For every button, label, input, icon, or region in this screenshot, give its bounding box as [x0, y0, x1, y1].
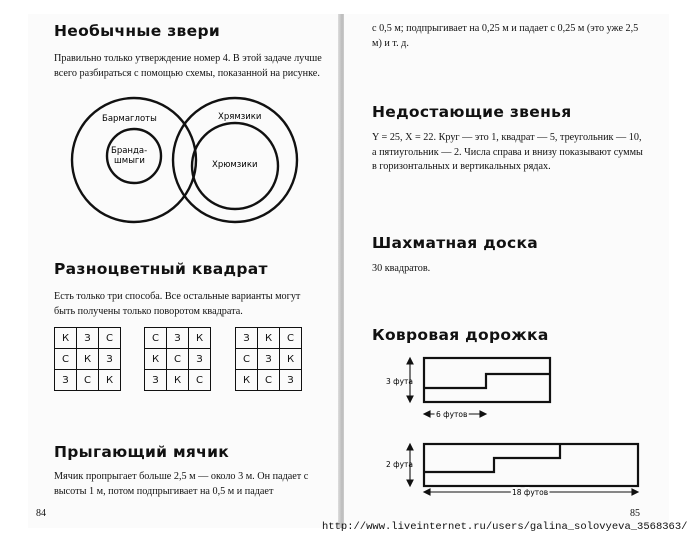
- page-number-right: 85: [630, 508, 640, 519]
- section-title-carpet-runner: Ковровая дорожка: [372, 326, 549, 344]
- carpet-cut-line: [424, 444, 560, 472]
- color-grid-2: [144, 327, 211, 391]
- section-title-bouncing-ball: Прыгающий мячик: [54, 443, 230, 461]
- grid-cell: К: [167, 370, 189, 391]
- width-label-1: 6 футов: [436, 410, 468, 419]
- section-text-chessboard: 30 квадратов.: [372, 263, 431, 274]
- grid-cell: З: [280, 370, 302, 391]
- grid-cell: К: [55, 328, 77, 349]
- section-title-colored-square: Разноцветный квадрат: [54, 260, 268, 278]
- grid-cell: С: [145, 328, 167, 349]
- height-label-1: 3 фута: [386, 377, 413, 386]
- grid-cell: С: [280, 328, 302, 349]
- grid-cell: З: [99, 349, 121, 370]
- height-label-2: 2 фута: [386, 460, 413, 469]
- section-title-chessboard: Шахматная доска: [372, 234, 539, 252]
- grid-cell: С: [167, 349, 189, 370]
- grid-cell: З: [189, 349, 211, 370]
- venn-label-b2: шмыги: [114, 156, 145, 166]
- venn-label-c: Хрямзики: [218, 112, 262, 122]
- grid-cell: С: [258, 370, 280, 391]
- source-url: http://www.liveinternet.ru/users/galina_solovyeva_3568363/: [322, 521, 688, 533]
- section-title-missing-links: Недостающие звенья: [372, 103, 572, 121]
- grid-cell: К: [258, 328, 280, 349]
- grid-cell: К: [145, 349, 167, 370]
- grid-cell: К: [236, 370, 258, 391]
- width-label-2: 18 футов: [512, 488, 549, 497]
- venn-label-d: Хрюмзики: [212, 160, 258, 170]
- color-grid-1: [54, 327, 121, 391]
- grid-cell: З: [145, 370, 167, 391]
- grid-cell: С: [77, 370, 99, 391]
- page-number-left: 84: [36, 508, 46, 519]
- continued-text: с 0,5 м; подпрыгивает на 0,25 м и падает с 0,25 м (это уже 2,5 м) и т. д.: [372, 23, 639, 49]
- color-grid-3: [235, 327, 302, 391]
- section-text-unusual-animals: Правильно только утверждение номер 4. В этой задаче лучше всего разбираться с помощью схемы, показанной на рисунке.: [54, 53, 322, 79]
- carpet-outline: [424, 444, 638, 486]
- section-text-bouncing-ball: Мячик пропрыгает больше 2,5 м — около 3 м. Он падает с высоты 1 м, потом подпрыгивает на 0,5 м и падает: [54, 471, 309, 497]
- section-text-colored-square: Есть только три способа. Все остальные варианты могут быть получены только поворотом квадрата.: [54, 291, 301, 317]
- carpet-figure-2: [384, 438, 644, 502]
- grid-cell: З: [55, 370, 77, 391]
- grid-cell: К: [280, 349, 302, 370]
- grid-cell: С: [236, 349, 258, 370]
- grid-cell: С: [99, 328, 121, 349]
- grid-cell: К: [77, 349, 99, 370]
- grid-cell: З: [167, 328, 189, 349]
- carpet-cut-line: [424, 374, 550, 388]
- grid-cell: З: [236, 328, 258, 349]
- venn-diagram: [70, 94, 310, 234]
- section-title-unusual-animals: Необычные звери: [54, 22, 221, 40]
- grid-cell: К: [189, 328, 211, 349]
- grid-cell: С: [189, 370, 211, 391]
- grid-cell: З: [77, 328, 99, 349]
- grid-cell: З: [258, 349, 280, 370]
- grid-cell: К: [99, 370, 121, 391]
- venn-label-b1: Бранда-: [111, 146, 148, 156]
- grid-cell: С: [55, 349, 77, 370]
- venn-label-a: Бармаглоты: [102, 114, 157, 124]
- carpet-figure-1: [384, 352, 564, 422]
- section-text-missing-links: Y = 25, X = 22. Круг — это 1, квадрат — 5, треугольник — 10, а пятиугольник — 2. Числа справа и внизу показывают суммы в горизонтальных и вертикальных рядах.: [372, 132, 643, 172]
